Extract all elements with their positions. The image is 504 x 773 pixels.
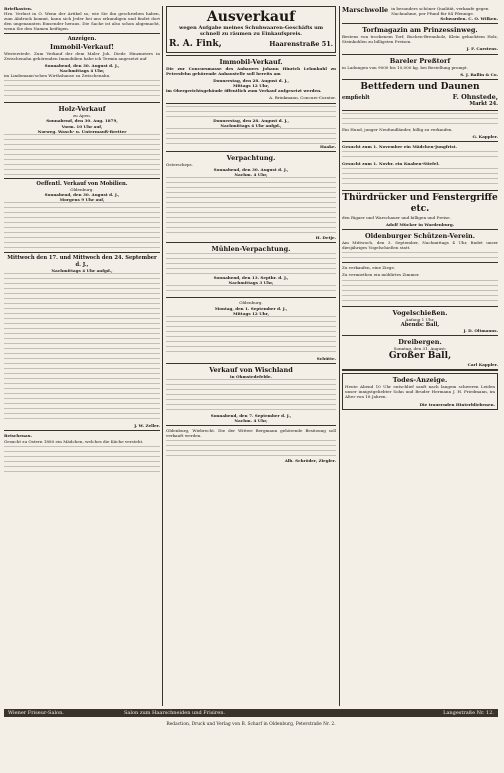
mid-ad5-sign: Schütte. <box>316 355 336 361</box>
immobil-verkauf-body: Westerstede. Zum Verkauf der dem Maler Joh. Diedr. Hinzmeiers in Zwischenahn gehörenden Immobilien habe ich Termin angesetzt auf <box>4 50 160 61</box>
thuerdruecker-sign: Adolf Mücker in Wardenburg. <box>385 222 455 228</box>
immobil-verkauf-tail: im Lindemann'schen Wirthshause zu Zwischenahn. <box>4 73 111 79</box>
bettfedern-empfiehlt: empfiehlt <box>342 94 370 101</box>
dreibergen-head: Dreibergen. <box>398 338 442 347</box>
mobilien-place: Oldenburg. <box>70 187 94 193</box>
maedchen-ad: Gesucht zum 1. November ein Mädchen-Jungfrist. <box>342 143 457 149</box>
ads-heading: Anzeigen. <box>67 36 97 43</box>
dreibergen-date: Sonntag, den 31. August: <box>393 346 447 352</box>
verpachtung-title: Verpachtung. <box>226 153 276 162</box>
holz-verkauf-time: Vorm. 10 Uhr auf, <box>61 123 103 129</box>
vogelschiessen-sign: J. D. Oltmanns. <box>463 328 498 333</box>
mid-ad2-date: Donnerstag, den 28. August d. J., <box>213 117 289 123</box>
marschwolle-head: Marschwolle <box>342 6 389 14</box>
footer-imprint: Redaction, Druck und Verlag von B. Scharf in Oldenburg, Peterstraße Nr. 2. <box>166 722 336 727</box>
firm-address: Haarenstraße 51. <box>269 40 333 48</box>
todes-anzeige-head: Todes-Anzeige. <box>392 376 448 385</box>
ausverkauf-header: Ausverkauf <box>206 9 296 25</box>
immobil-verkauf-date: Sonnabend, den 30. August d. J., <box>44 63 120 69</box>
holz-verkauf-place: zu Apen. <box>72 113 92 119</box>
thuerdruecker-head: Thürdrücker und Fenstergriffe etc. <box>342 192 498 214</box>
todes-anzeige-box <box>342 373 498 409</box>
vogelschiessen-sub: Anfang 1 Uhr. <box>405 316 435 322</box>
muehlen-time: Nachmittags 3 Uhr, <box>228 280 274 286</box>
wischland-place: in Ohmstedefelde. <box>230 373 272 379</box>
verpachtung-time: Nachm. 4 Uhr, <box>234 172 268 178</box>
bottom-bar-mid: Salon zum Haarschneiden und Frisiren. <box>124 710 226 716</box>
todes-anzeige-sign: Die trauernden Hinterbliebenen. <box>419 401 495 407</box>
muehlen-date: Sonnabend, den 13. Septbr. d. J., <box>213 275 289 281</box>
hund-ad: Ein Hund, junger Neufundländer, billig zu verkaufen. <box>342 126 453 132</box>
mid-ad7-sign: Alb. Schröder, Ziegler. <box>284 458 336 464</box>
marschwolle-body: in besonders schöner Qualität, verkaufe gegen Nachnahme, per Pfund für 84 Pfennige. <box>391 6 489 17</box>
knaben-ad: Gesucht zum 1. Novbr. ein Knaben-Stiefel. <box>342 160 440 166</box>
newspaper-page <box>4 6 498 766</box>
bettfedern-firm: F. Ohnstede, <box>452 92 498 101</box>
immobil-verkauf-title: Immobil-Verkauf! <box>50 42 114 51</box>
auction-time: Nachmittags 4 Uhr anfgd., <box>51 268 113 274</box>
zimmer-ad: Zu vermiethen ein möblirtes Zimmer. <box>342 272 420 278</box>
mailbox-title: Briefkasten. <box>4 6 33 11</box>
mobilien-time: Morgens 9 Uhr auf, <box>59 197 105 203</box>
torfmagazin-head: Torfmagazin am Prinzessinweg. <box>362 26 478 35</box>
beischenau-title: Beischenau. <box>4 433 33 439</box>
mailbox-text: Hrn. Verlust in O. Wenn der Artikel so, wie Sie ihn geschrieben haben, zum Abdruck kommt, kann sich Jeder bei uns erkundigen und findet dort den ungenannten Einsender heraus. Die Sache ist also schon abgemacht, wenn Sie den Namen beifügen. <box>4 11 160 32</box>
schuetzen-body: Am Mittwoch, den 3. September, Nachmittags 4 Uhr, findet unser diesjähriges Vogelschießen statt. <box>342 240 498 251</box>
hund-sign: G. Kappler. <box>472 133 498 139</box>
torfmagazin-sign: J. F. Carstens. <box>466 46 498 52</box>
mid-immobil-sign: A. Brinkmann, Concurs-Curator. <box>269 95 336 101</box>
holz-verkauf-title: Holz-Verkauf <box>58 105 106 114</box>
mid-ad7-body: Oldenburg, Wiebrecht. Die der Wittwe Bergmann gehörende Besitzung soll verkauft werden. <box>166 428 336 439</box>
torfmagazin-body: Bestens von trockenem Torf, Buchen-Brennholz, Klein gehacktem Holz, Steinkohlen zu billigsten Preisen. <box>342 34 498 45</box>
presstorf-head: Bareler Preßtorf <box>389 56 451 65</box>
verpachtung-sign: H. Detje. <box>315 235 336 241</box>
bettfedern-head: Bettfedern und Daunen <box>360 81 480 92</box>
muehlen-title: Mühlen-Verpachtung. <box>211 245 291 254</box>
mobilien-date: Sonnabend, den 30. August d. J., <box>44 192 120 198</box>
mid-immobil-title: Immobil-Verkauf. <box>219 58 283 66</box>
presstorf-sign: S. J. Ballin & Co. <box>460 71 498 77</box>
wischland-title: Verkauf von Wischland <box>209 365 293 374</box>
vogelschiessen-head: Vogelschießen. <box>392 308 448 317</box>
wischland-date: Sonnabend, den 7. September d. J., <box>210 412 292 418</box>
column-right <box>342 6 498 410</box>
wischland-time: Nachm. 4 Uhr, <box>234 417 268 423</box>
mid-ad5-time: Mittags 12 Uhr, <box>232 310 270 316</box>
todes-anzeige-body: Heute Abend 10 Uhr entschlief sanft nach langem schweren Leiden unser innigstgeliebter Sohn und Bruder Hermann J. H. Friedmann, im Alter von 18 Jahren. <box>345 384 495 400</box>
thuerdruecker-body: den Rigaer und Warschauer und billigen und Preise. <box>342 214 451 220</box>
vogelschiessen-ball: Abends: Ball, <box>400 321 440 328</box>
column-left <box>4 6 160 476</box>
auction-sign: J. W. Zeller. <box>134 423 160 429</box>
verpachtung-date: Sonnabend, den 30. August d. J., <box>213 166 289 172</box>
firm-name: R. A. Fink, <box>169 39 222 49</box>
mid-ad2-sign: Haake. <box>319 143 336 149</box>
immobil-verkauf-time: Nachmittags 4 Uhr, <box>59 68 105 74</box>
holz-verkauf-date: Sonnabend, den 30. Aug. 1879, <box>46 118 118 124</box>
bottom-bar-left: Wiener Friseur-Salon. <box>8 710 64 716</box>
mid-immobil-time: Mittags 12 Uhr, <box>232 83 270 89</box>
auction-date: Mittwoch den 17. und Mittwoch den 24. September d. J., <box>7 255 157 268</box>
marschwolle-sign: Schwarden. C. O. Wilken. <box>440 16 498 22</box>
mobilien-title: Oeffentl. Verkauf von Mobilien. <box>36 180 128 187</box>
presstorf-body: in Ladungen von 9000 bis 10,000 kg. bei Bestellung prompt. <box>342 64 468 70</box>
mid-ad5-place: Oldenburg. <box>239 300 263 306</box>
ausverkauf-box <box>166 6 336 53</box>
bottom-bar-right: Langestraße Nr. 12. <box>443 710 494 716</box>
dreibergen-sign: Carl Kappler. <box>467 362 498 368</box>
mid-immobil-date: Donnerstag, den 28. August d. J., <box>213 78 289 84</box>
holz-verkauf-item: Norweg. Wasch- u. Untermauß-Bretter <box>37 128 127 134</box>
ausverkauf-sub: wegen Aufgabe meines Schuhwaaren-Geschäfts um schnell zu räumen zu Einkaufspreis. <box>178 25 324 37</box>
verpachtung-place: Osterscheps. <box>166 161 193 167</box>
mid-immobil-body: Die zur Concursmasse des Anbauers Johann Hinrich Lehmkuhl zu Petersfehn gehörende Anbaustelle soll bereits am <box>166 66 336 77</box>
mid-ad2-time: Nachmittags 4 Uhr anfgd., <box>220 122 282 128</box>
bettfedern-addr: Markt 24. <box>469 101 498 108</box>
schuetzen-head: Oldenburger Schützen-Verein. <box>364 232 476 241</box>
bottom-bar <box>4 709 498 717</box>
dreibergen-big: Großer Ball, <box>388 351 452 362</box>
mid-ad5-date: Montag, den 1. September d. J., <box>214 305 288 311</box>
ziege-ad: Zu verkaufen, eine Ziege. <box>342 265 396 271</box>
beischenau-body: Gesucht zu Ostern 1880 ein Mädchen, welches die Küche versteht. <box>4 438 144 444</box>
column-middle <box>166 6 336 463</box>
mid-immobil-tail: im Obergerichtsgebäude öffentlich zum Verkauf aufgesetzt werden. <box>166 88 322 94</box>
